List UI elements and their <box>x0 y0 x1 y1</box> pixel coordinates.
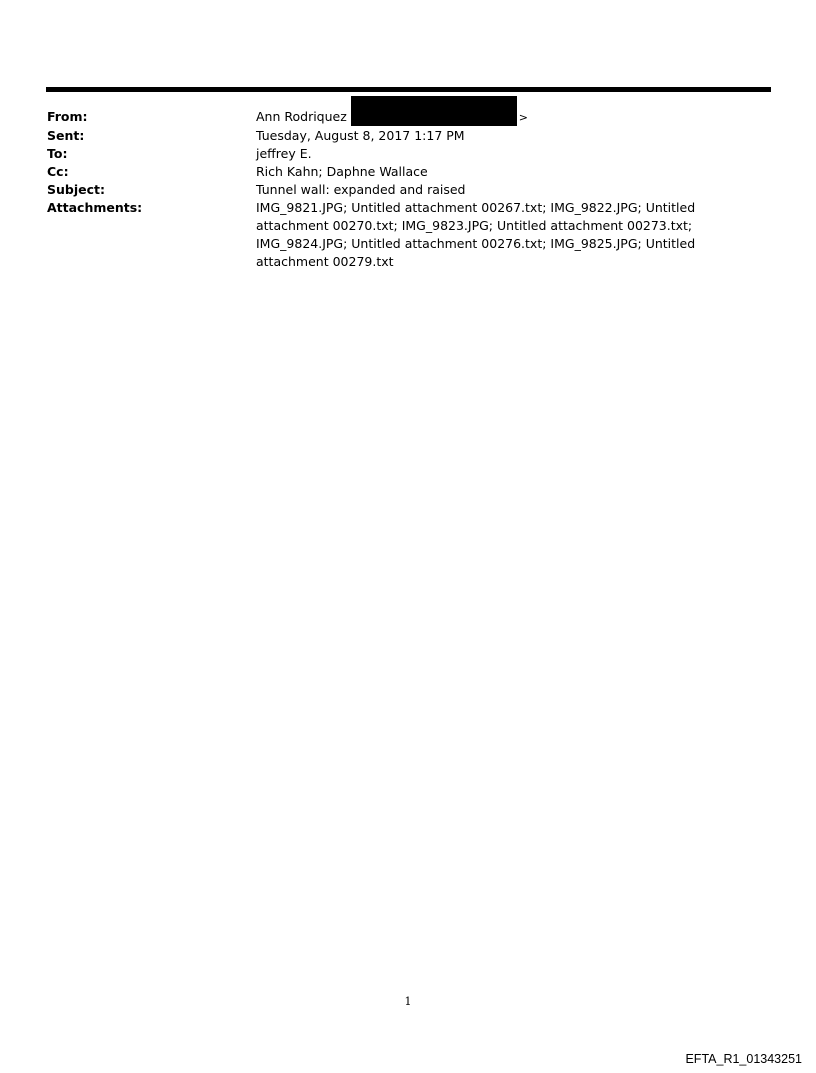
attachments-label: Attachments: <box>47 200 143 215</box>
sent-label: Sent: <box>47 128 85 143</box>
email-header <box>47 108 767 271</box>
to-value: jeffrey E. <box>256 146 312 161</box>
from-value-container <box>256 108 767 127</box>
subject-value: Tunnel wall: expanded and raised <box>256 182 466 197</box>
to-row <box>47 145 767 163</box>
attachments-value: IMG_9821.JPG; Untitled attachment 00267.txt; IMG_9822.JPG; Untitled attachment 00270.txt; IMG_9823.JPG; Untitled attachment 00273.txt; IMG_9824.JPG; Untitled attachment 00276.txt; IMG_9825.JPG; Untitled attachment 00279.txt <box>256 200 696 269</box>
document-id: EFTA_R1_01343251 <box>685 1052 802 1066</box>
from-row <box>47 108 767 127</box>
page-number: 1 <box>404 995 412 1008</box>
cc-row <box>47 163 767 181</box>
to-label: To: <box>47 146 68 161</box>
cc-label: Cc: <box>47 164 69 179</box>
sent-value: Tuesday, August 8, 2017 1:17 PM <box>256 128 465 143</box>
sent-row <box>47 127 767 145</box>
subject-row <box>47 181 767 199</box>
from-value: Ann Rodriquez <box>256 109 347 124</box>
cc-value: Rich Kahn; Daphne Wallace <box>256 164 428 179</box>
from-trailing-mark: > <box>518 111 529 124</box>
attachments-row <box>47 199 767 271</box>
redaction-block <box>351 96 517 126</box>
from-label: From: <box>47 109 88 124</box>
header-divider <box>46 87 771 92</box>
subject-label: Subject: <box>47 182 105 197</box>
